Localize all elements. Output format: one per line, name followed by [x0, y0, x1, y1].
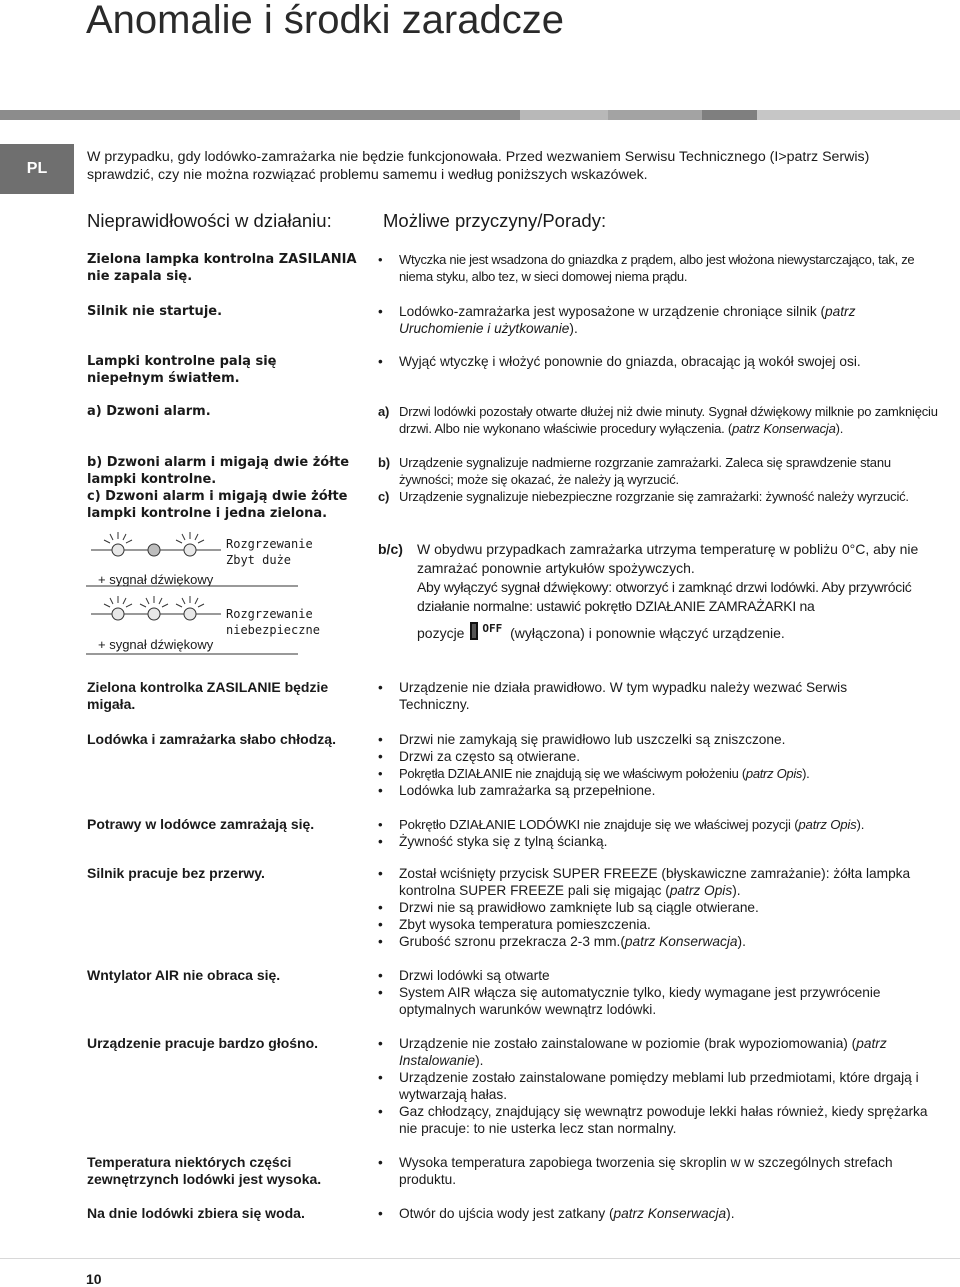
remedy-noisy — [378, 1035, 938, 1137]
symptom-dim-lights: Lampki kontrolne palą się niepełnym światłem. — [87, 354, 277, 386]
reference-link: patrz Konserwacja — [732, 421, 836, 436]
remedy-text: Urządzenie sygnalizuje nadmierne rozgrzanie zamrażarki. Zaleca się sprawdzenie stanu żywności; może się okazać, że należy ją wyrzucić. — [399, 455, 891, 487]
remedy-weak-cooling — [378, 731, 938, 799]
remedy-text: Lodówko-zamrażarka jest wyposażone w urządzenie chroniące silnik ( — [399, 304, 826, 319]
diagram1-label: Rozgrzewanie Zbyt duże — [226, 537, 313, 567]
list-item: • Urządzenie nie działa prawidłowo. W tym wypadku należy wezwać Serwis Techniczny. — [378, 679, 898, 713]
intro-text: W przypadku, gdy lodówko-zamrażarka nie będzie funkcjonowała. Przed wezwaniem Serwisu Technicznego (I>patrz Serwis) sprawdzić, czy nie można rozwiązać problemu samemu i według poniższych wskazówek. — [87, 149, 870, 183]
symptom-weak-cooling: Lodówka i zamrażarka słabo chłodzą. — [87, 731, 336, 747]
flashing-lamp-icon — [176, 532, 204, 556]
symptoms-header: Nieprawidłowości w działaniu: — [87, 210, 332, 231]
remedy-text: ). — [475, 1053, 484, 1068]
footer-divider — [0, 1258, 960, 1259]
header-bar — [0, 110, 960, 120]
reference-link: patrz Konserwacja — [624, 934, 738, 949]
remedy-motor-start — [378, 303, 918, 337]
remedy-air-fan — [378, 967, 938, 1018]
list-item: • Drzwi nie są prawidłowo zamknięte lub są ciągle otwierane. — [378, 899, 918, 916]
list-item: • Zbyt wysoka temperatura pomieszczenia. — [378, 916, 918, 933]
remedy-label: b/c) — [378, 541, 403, 557]
list-item: • Drzwi za często są otwierane. — [378, 748, 938, 765]
diagram2-label: Rozgrzewanie niebezpieczne — [226, 607, 320, 637]
remedy-text: ). — [732, 883, 741, 898]
remedy-text: Został wciśnięty przycisk SUPER FREEZE (błyskawiczne zamrażanie): żółta lampka kontrolna SUPER FREEZE pali się migając ( — [399, 866, 911, 898]
flashing-lamp-icon — [176, 596, 204, 620]
lamp-icon — [148, 544, 160, 556]
symptom-alarm-a: a) Dzwoni alarm. — [87, 404, 211, 419]
remedy-alarm-b — [378, 454, 938, 488]
remedy-alarm-c — [378, 488, 938, 505]
symptom-food-freezing: Potrawy w lodówce zamrażają się. — [87, 816, 315, 832]
language-badge: PL — [0, 144, 74, 194]
page-title: Anomalie i środki zaradcze — [86, 0, 564, 42]
symptom-power-blinking: Zielona kontrolka ZASILANIE będzie migała. — [87, 679, 329, 712]
remedy-text: ). — [802, 766, 810, 781]
list-item — [378, 1205, 918, 1222]
remedy-label: c) — [378, 489, 390, 504]
reference-link: patrz Konserwacja — [613, 1206, 727, 1221]
remedy-alarm-a — [378, 403, 938, 437]
remedy-bc — [378, 540, 938, 644]
symptom-air-fan: Wntylator AIR nie obraca się. — [87, 967, 281, 983]
remedy-text: ). — [726, 1206, 735, 1221]
symptom-water-bottom: Na dnie lodówki zbiera się woda. — [87, 1205, 305, 1221]
remedy-text: pozycje — [417, 625, 465, 641]
list-item: • Gaz chłodzący, znajdujący się wewnątrz powoduje lekki hałas również, kiedy sprężarka nie pracuje: to nie usterka lecz stan normalny. — [378, 1103, 938, 1137]
diagram2-sound: + sygnał dźwiękowy — [98, 637, 214, 652]
remedy-power-light — [378, 251, 938, 285]
off-label: OFF — [482, 622, 503, 635]
flashing-lamp-icon — [140, 596, 168, 620]
remedies-header: Możliwe przyczyny/Porady: — [383, 210, 607, 231]
remedy-label: a) — [378, 404, 390, 419]
remedy-text: ). — [835, 421, 844, 436]
symptom-motor-start: Silnik nie startuje. — [87, 304, 223, 319]
list-item — [378, 1035, 938, 1069]
flashing-lamp-icon — [104, 596, 132, 620]
remedy-text: (wyłączona) i ponownie włączyć urządzenie. — [510, 625, 785, 641]
remedy-text: Pokrętło DZIAŁANIE LODÓWKI nie znajduje się we właściwej pozycji ( — [399, 817, 799, 832]
list-item — [378, 865, 918, 899]
remedy-text: ). — [856, 817, 865, 832]
list-item — [378, 816, 938, 833]
list-item: • Lodówka lub zamrażarka są przepełnione. — [378, 782, 938, 799]
remedy-text: Grubość szronu przekracza 2-3 mm.( — [399, 934, 625, 949]
symptom-power-light: Zielona lampka kontrolna ZASILANIA nie zapala się. — [87, 252, 357, 284]
remedy-motor-continuous — [378, 865, 918, 950]
remedy-text: Drzwi lodówki pozostały otwarte dłużej niż dwie minuty. Sygnał dźwiękowy milknie po zamknięciu drzwi. Albo nie wykonano właściwie procedury wyłączenia. ( — [399, 404, 938, 436]
remedy-text: Otwór do ujścia wody jest zatkany ( — [399, 1206, 614, 1221]
reference-link: patrz Opis — [798, 817, 857, 832]
remedy-dim-lights — [378, 353, 938, 370]
page-number: 10 — [86, 1271, 102, 1287]
symptom-noisy: Urządzenie pracuje bardzo głośno. — [87, 1035, 319, 1051]
remedy-text: Urządzenie sygnalizuje niebezpieczne rozgrzanie się zamrażarki: żywność należy wyrzucić. — [399, 489, 909, 504]
list-item: • System AIR włącza się automatycznie tylko, kiedy wymagane jest przywrócenie optymalnych warunków wewnątrz lodówki. — [378, 984, 938, 1018]
list-item: • Urządzenie zostało zainstalowane pomiędzy meblami lub przedmiotami, które drgają i wytwarzają hałas. — [378, 1069, 938, 1103]
symptom-alarm-b: b) Dzwoni alarm i migają dwie żółte lampki kontrolne. — [87, 455, 350, 487]
remedy-text: ). — [569, 321, 578, 336]
list-item: • Wyjąć wtyczkę i włożyć ponownie do gniazda, obracając ją wokół swojej osi. — [378, 353, 938, 370]
remedy-hot-parts — [378, 1154, 898, 1188]
symptom-motor-continuous: Silnik pracuje bez przerwy. — [87, 865, 265, 881]
flashing-lamp-icon — [104, 532, 132, 556]
list-item — [378, 933, 918, 950]
reference-link: patrz Opis — [669, 883, 733, 898]
symptom-hot-parts: Temperatura niektórych części zewnętrzynch lodówki jest wysoka. — [87, 1154, 322, 1187]
remedy-text: ). — [737, 934, 746, 949]
remedy-label: b) — [378, 455, 390, 470]
remedy-water-bottom — [378, 1205, 918, 1222]
list-item: • Drzwi nie zamykają się prawidłowo lub uszczelki są zniszczone. — [378, 731, 938, 748]
reference-link: patrz Instalowanie — [399, 1036, 887, 1068]
reference-link: patrz Uruchomienie i użytkowanie — [399, 304, 856, 336]
diagram1-sound: + sygnał dźwiękowy — [98, 572, 214, 587]
list-item: • Drzwi lodówki są otwarte — [378, 967, 938, 984]
list-item: • Wtyczka nie jest wsadzona do gniazdka z prądem, albo jest włożona niewystarczająco, tak, ze niema styku, albo tez, w sieci domowej niema prądu. — [378, 251, 938, 285]
remedy-text: W obydwu przypadkach zamrażarka utrzyma temperaturę w pobliżu 0°C, aby nie zamrażać ponownie artykułów spożywczych. — [417, 541, 919, 576]
list-item: • Wysoka temperatura zapobiega tworzenia się skroplin w w szczególnych strefach produktu. — [378, 1154, 898, 1188]
symptom-alarm-c: c) Dzwoni alarm i migają dwie żółte lampki kontrolne i jedna zielona. — [87, 489, 348, 521]
list-item — [378, 303, 918, 337]
remedy-text: Aby wyłączyć sygnał dźwiękowy: otworzyć i zamknąć drzwi lodówki. Aby przywrócić działanie normalne: ustawić pokrętło DZIAŁANIE ZAMRAŻARKI na — [417, 579, 912, 614]
remedy-text: Urządzenie nie zostało zainstalowane w poziomie (brak wypoziomowania) ( — [399, 1036, 857, 1051]
remedy-power-blinking — [378, 679, 898, 713]
list-item — [378, 765, 938, 782]
reference-link: patrz Opis — [745, 766, 803, 781]
list-item: • Żywność styka się z tylną ścianką. — [378, 833, 938, 850]
remedy-food-freezing — [378, 816, 938, 850]
remedy-text: Pokrętła DZIAŁANIE nie znajdują się we właściwym położeniu ( — [399, 766, 746, 781]
